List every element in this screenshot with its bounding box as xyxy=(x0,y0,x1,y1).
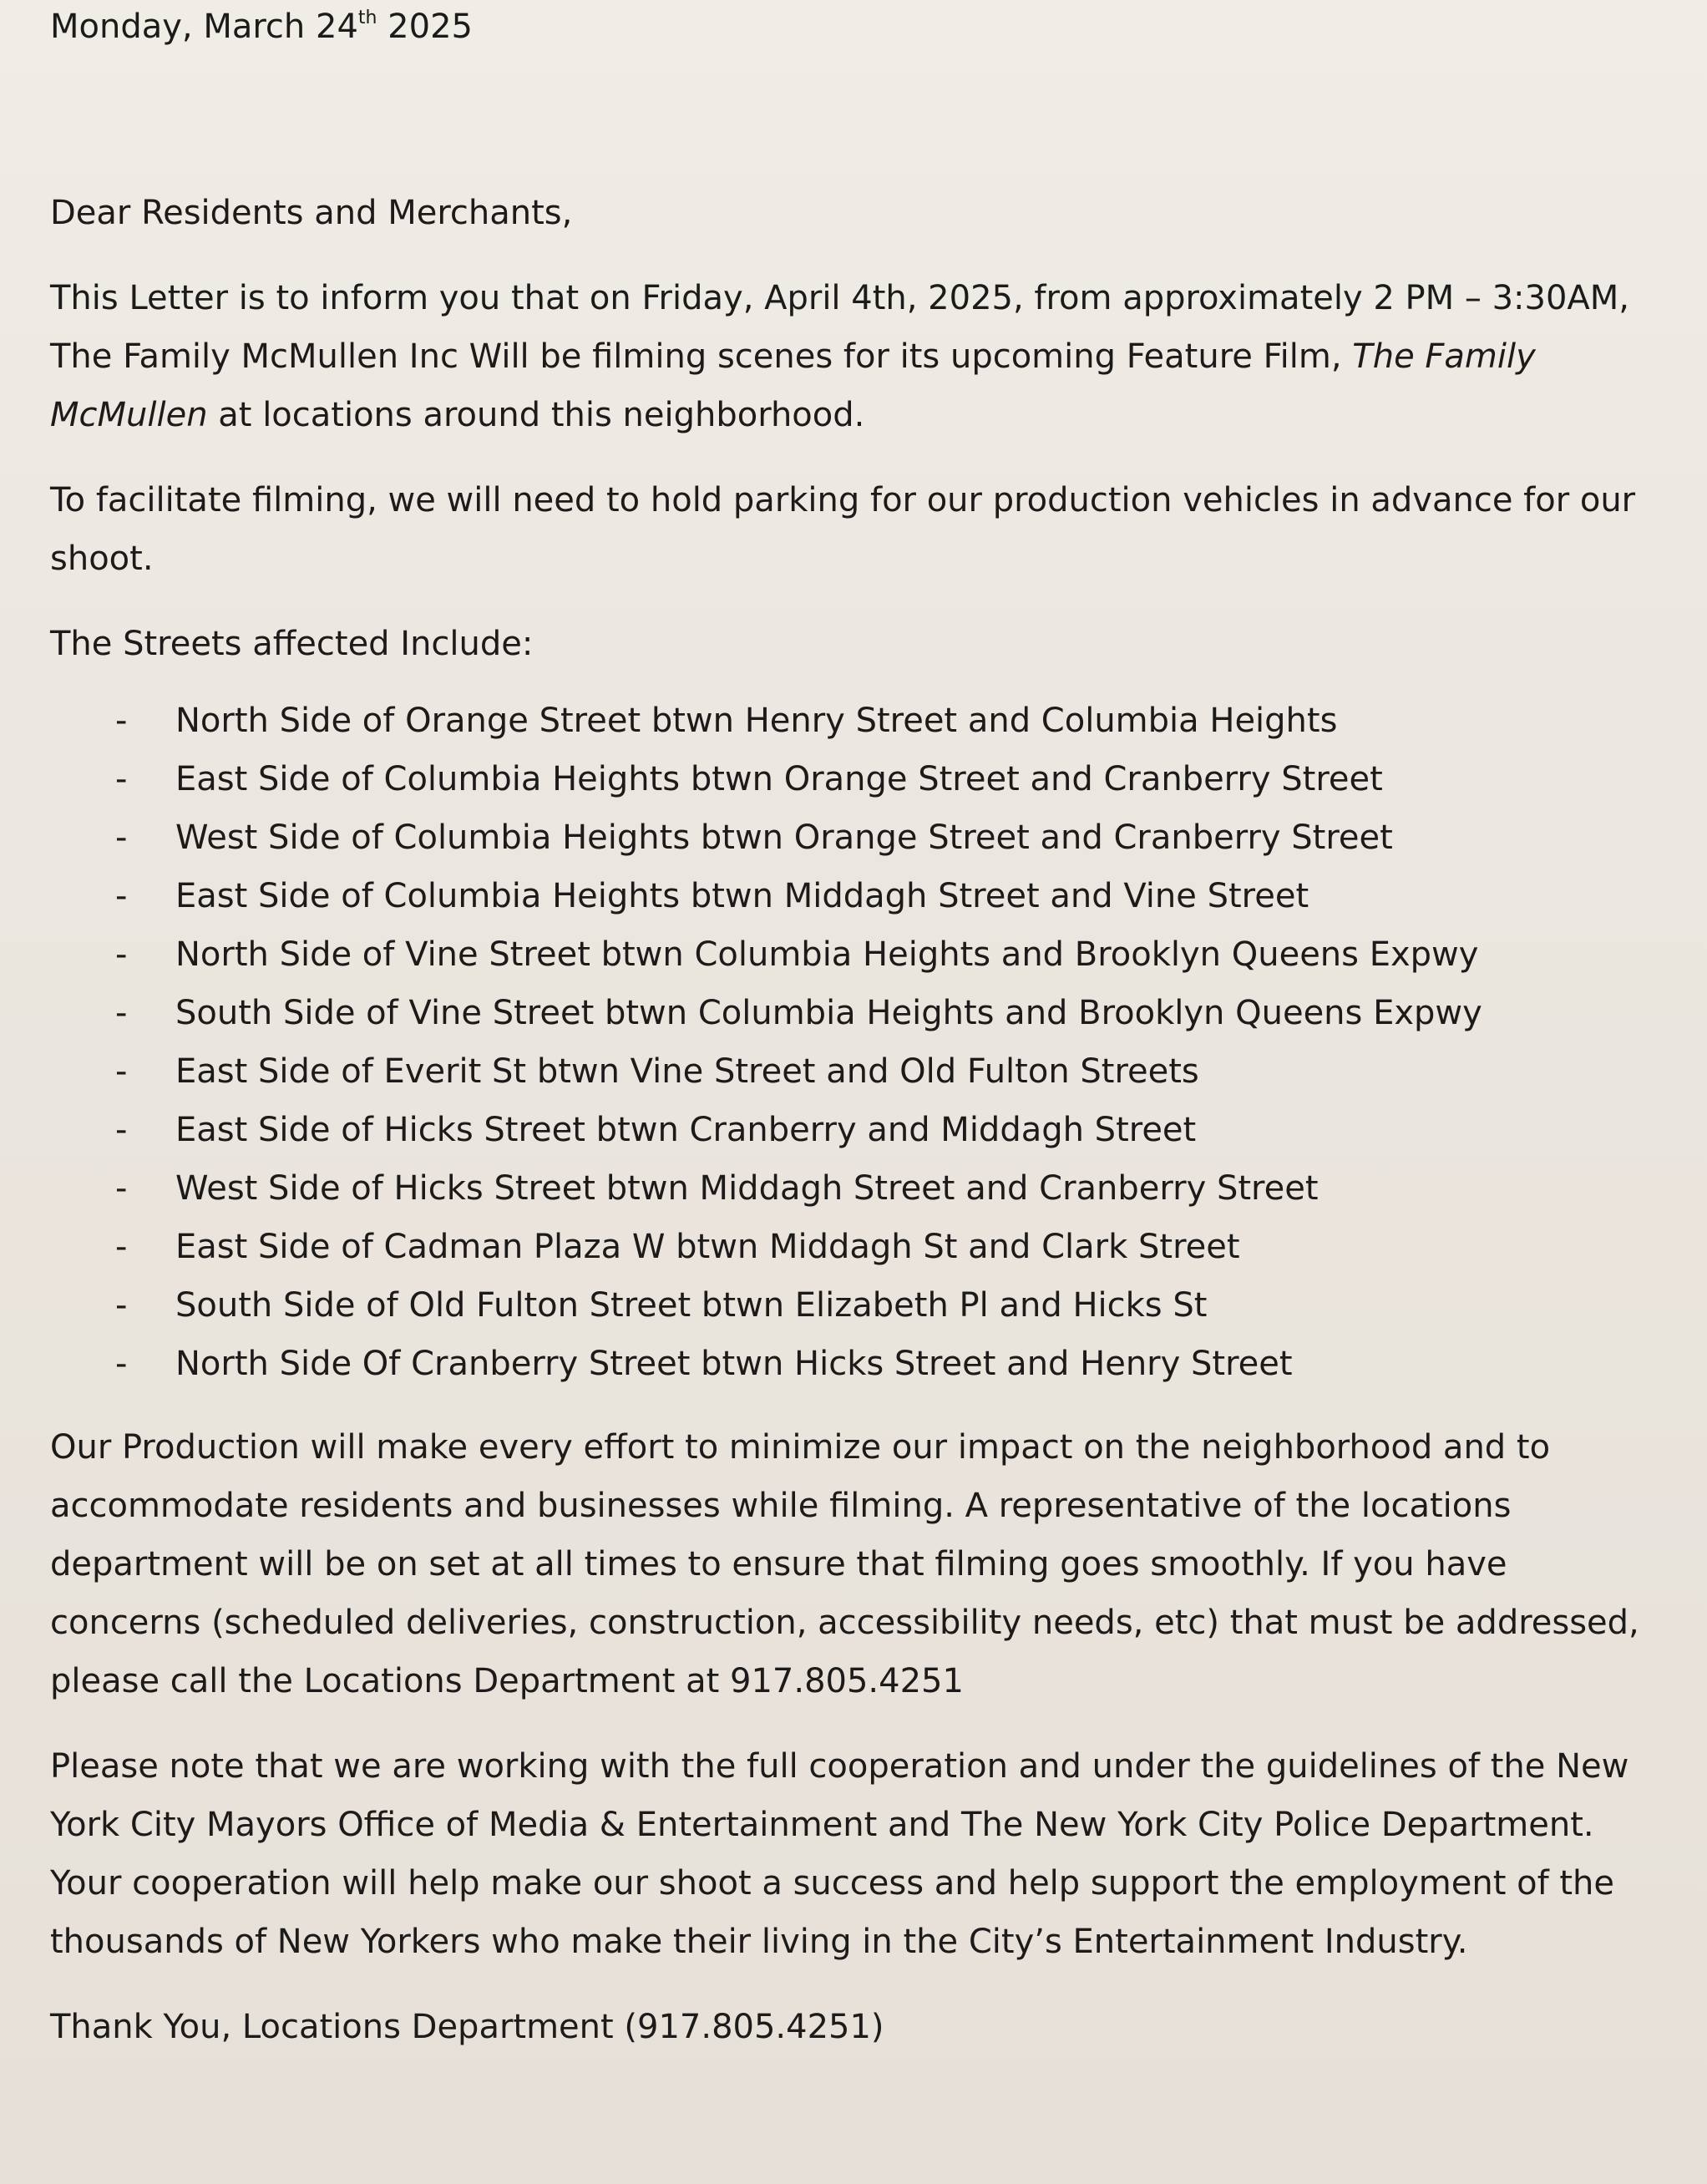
street-text: South Side of Vine Street btwn Columbia Heights and Brooklyn Queens Expwy xyxy=(175,994,1482,1032)
cooperation-paragraph: Please note that we are working with the full cooperation and under the guidelines of the New York City Mayors Office of Media & Entertainment and The New York City Police Department. Your cooperation will help make our shoot a success and help support the employment of the thousands of New Yorkers who make their living in the City’s Entertainment Industry. xyxy=(50,1747,1629,1961)
streets-list xyxy=(50,692,1662,1393)
film-title: The Family McMullen xyxy=(50,337,1536,434)
list-item xyxy=(50,808,1662,867)
list-bullet: - xyxy=(115,1169,128,1208)
letter-date xyxy=(50,2,473,52)
list-bullet: - xyxy=(115,1345,128,1383)
date-year: 2025 xyxy=(377,8,473,46)
street-text: West Side of Columbia Heights btwn Orange Street and Cranberry Street xyxy=(175,818,1393,857)
list-item xyxy=(50,1218,1662,1276)
list-item xyxy=(50,984,1662,1042)
list-item xyxy=(50,692,1662,750)
signoff: Thank You, Locations Department (917.805.4251) xyxy=(50,2008,884,2046)
list-bullet: - xyxy=(115,877,128,915)
greeting: Dear Residents and Merchants, xyxy=(50,194,573,232)
intro-paragraph xyxy=(50,269,1662,444)
list-item xyxy=(50,1042,1662,1101)
streets-heading: The Streets affected Include: xyxy=(50,625,534,663)
street-text: East Side of Cadman Plaza W btwn Middagh St and Clark Street xyxy=(175,1228,1240,1266)
street-text: East Side of Columbia Heights btwn Orange Street and Cranberry Street xyxy=(175,760,1383,798)
list-item xyxy=(50,1276,1662,1335)
street-text: South Side of Old Fulton Street btwn Elizabeth Pl and Hicks St xyxy=(175,1286,1208,1325)
list-bullet: - xyxy=(115,1111,128,1149)
list-bullet: - xyxy=(115,702,128,740)
intro-text-before: This Letter is to inform you that on Friday, April 4th, 2025, from approximately 2 PM – 3:30AM, The Family McMullen Inc Will be filming scenes for its upcoming Feature Film, xyxy=(50,279,1629,376)
list-bullet: - xyxy=(115,994,128,1032)
date-text: Monday, March 24 xyxy=(50,8,358,46)
street-text: East Side of Hicks Street btwn Cranberry and Middagh Street xyxy=(175,1111,1197,1149)
street-text: East Side of Everit St btwn Vine Street and Old Fulton Streets xyxy=(175,1052,1199,1091)
letter-body xyxy=(50,184,1662,2083)
impact-paragraph: Our Production will make every effort to minimize our impact on the neighborhood and to accommodate residents and businesses while filming. A representative of the locations department will be on set at all times to ensure that filming goes smoothly. If you have concerns (scheduled deliveries, construction, accessibility needs, etc) that must be addressed, please call the Locations Department at 917.805.4251 xyxy=(50,1428,1639,1700)
list-item xyxy=(50,750,1662,808)
intro-text-after: at locations around this neighborhood. xyxy=(207,396,865,434)
list-bullet: - xyxy=(115,1052,128,1091)
list-item xyxy=(50,1159,1662,1218)
list-bullet: - xyxy=(115,1286,128,1325)
list-item xyxy=(50,925,1662,984)
list-bullet: - xyxy=(115,818,128,857)
date-ordinal-suffix: th xyxy=(357,8,377,28)
street-text: North Side of Orange Street btwn Henry Street and Columbia Heights xyxy=(175,702,1338,740)
list-item xyxy=(50,1335,1662,1393)
list-item xyxy=(50,1101,1662,1159)
list-bullet: - xyxy=(115,760,128,798)
list-item xyxy=(50,867,1662,925)
list-bullet: - xyxy=(115,935,128,974)
parking-paragraph: To facilitate filming, we will need to hold parking for our production vehicles in advance for our shoot. xyxy=(50,481,1636,578)
street-text: North Side Of Cranberry Street btwn Hicks Street and Henry Street xyxy=(175,1345,1293,1383)
street-text: North Side of Vine Street btwn Columbia Heights and Brooklyn Queens Expwy xyxy=(175,935,1479,974)
list-bullet: - xyxy=(115,1228,128,1266)
street-text: West Side of Hicks Street btwn Middagh Street and Cranberry Street xyxy=(175,1169,1319,1208)
street-text: East Side of Columbia Heights btwn Middagh Street and Vine Street xyxy=(175,877,1309,915)
